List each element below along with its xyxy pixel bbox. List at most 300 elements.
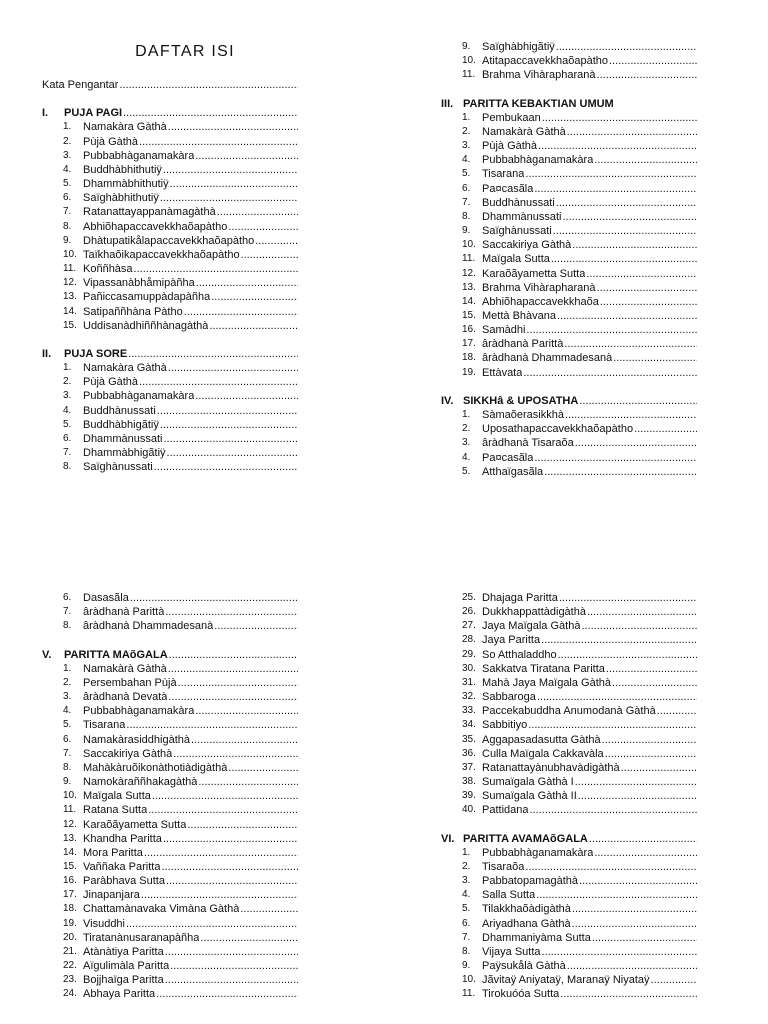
entry-number: 11.	[462, 69, 476, 81]
entry-number: 6.	[63, 192, 72, 204]
entry-number: 25.	[462, 592, 476, 603]
entry-number: 38.	[462, 776, 476, 788]
toc-entry	[42, 803, 298, 817]
section-heading	[441, 97, 697, 111]
dot-leader	[651, 973, 697, 987]
toc-entry	[441, 366, 697, 380]
entry-title: Pùjà Gàthà	[83, 376, 139, 389]
section-title: PARITTA AVAMAõGALA	[463, 832, 588, 845]
entry-title: Mahàkàruõikonàthotiàdigàthà	[83, 761, 228, 774]
entry-number: 12.	[63, 818, 77, 830]
toc-entry	[42, 761, 298, 775]
entry-title: Vaññaka Paritta	[83, 860, 161, 873]
dot-leader	[166, 874, 298, 888]
entry-title: Jaya Maïgala Gàthà	[482, 620, 581, 633]
toc-entry	[441, 252, 697, 266]
entry-number: 6.	[63, 733, 72, 745]
entry-title: Buddhàbhigãtiÿ	[83, 418, 159, 431]
entry-number: 17.	[63, 889, 77, 901]
entry-number: 5.	[63, 418, 72, 430]
entry-title: Maïgala Sutta	[482, 253, 550, 266]
entry-title: Atthaïgasãla	[482, 465, 544, 478]
entry-number: 28.	[462, 634, 476, 646]
dot-leader	[594, 846, 697, 860]
section-heading	[441, 832, 697, 846]
dot-leader	[579, 874, 697, 888]
entry-number: 27.	[462, 620, 476, 632]
entry-number: 11.	[462, 988, 476, 1000]
entry-number: 5.	[63, 719, 72, 731]
dot-leader	[161, 860, 298, 874]
toc-entry	[42, 591, 298, 605]
toc-entry	[441, 281, 697, 295]
entry-title: âràdhanà Tisaraõa	[482, 437, 574, 450]
dot-leader	[529, 803, 697, 817]
dot-leader	[168, 361, 298, 375]
entry-number: 2.	[63, 135, 72, 147]
toc-entry	[441, 917, 697, 931]
entry-title: Jaya Paritta	[482, 634, 541, 647]
dot-leader	[163, 163, 298, 177]
dot-leader	[544, 465, 697, 479]
entry-title: Pabbatopamagàthà	[482, 875, 579, 888]
entry-title: Sàmaõerasikkhà	[482, 409, 564, 422]
toc-entry	[42, 418, 298, 432]
entry-number: 24.	[63, 988, 77, 1000]
toc-entry	[42, 78, 298, 92]
entry-number: 13.	[63, 832, 77, 844]
entry-number: 33.	[462, 705, 476, 717]
toc-entry	[42, 205, 298, 219]
dot-leader	[575, 436, 697, 450]
toc-entry	[441, 451, 697, 465]
entry-number: 18.	[462, 352, 476, 364]
toc-entry	[42, 690, 298, 704]
dot-leader	[526, 323, 697, 337]
entry-number: 7.	[63, 747, 72, 759]
toc-entry	[441, 959, 697, 973]
entry-number: 4.	[462, 154, 471, 166]
entry-title: âràdhanà Dhammadesanà	[83, 620, 214, 633]
toc-entry	[441, 987, 697, 1001]
toc-entry	[441, 323, 697, 337]
entry-title: Chattamànavaka Vimàna Gàthà	[83, 903, 240, 916]
entry-title: Ratanattayànubhavàdigàthà	[482, 761, 620, 774]
toc-entry	[441, 874, 697, 888]
entry-title: Saïghànussati	[83, 461, 153, 474]
dot-leader	[200, 931, 298, 945]
dot-leader	[534, 451, 697, 465]
entry-title: Pa¤casãla	[482, 182, 534, 195]
entry-title: Vijaya Sutta	[482, 945, 541, 958]
entry-number: 21.	[63, 945, 77, 957]
toc-entry	[441, 182, 697, 196]
toc-entry	[42, 874, 298, 888]
toc-entry	[42, 832, 298, 846]
section-title: PARITTA MAõGALA	[64, 648, 168, 661]
entry-title: Bojjhaïga Paritta	[83, 974, 164, 987]
entry-title: Saccakiriya Gàthà	[482, 239, 572, 252]
dot-leader	[572, 902, 697, 916]
toc-entry	[441, 789, 697, 803]
dot-leader	[123, 106, 298, 120]
dot-leader	[228, 761, 298, 775]
entry-title: Pubbabhàganamakàra	[482, 846, 594, 859]
entry-title: Tisarana	[83, 719, 126, 732]
toc-entry	[441, 888, 697, 902]
dot-leader	[567, 125, 697, 139]
entry-number: 3.	[63, 691, 72, 703]
entry-number: 19.	[63, 917, 77, 929]
toc-entry	[441, 337, 697, 351]
entry-number: 13.	[462, 281, 476, 293]
entry-title: Sabbitiyo	[482, 719, 528, 732]
entry-title: Dukkhappattàdigàthà	[482, 606, 586, 619]
toc-entry	[441, 139, 697, 153]
entry-title: Samàdhi	[482, 324, 526, 337]
entry-title: Satipaññhàna Pàtho	[83, 305, 183, 318]
entry-title: Culla Maïgala Cakkavàla	[482, 747, 604, 760]
dot-leader	[165, 605, 298, 619]
toc-entry	[42, 931, 298, 945]
entry-number: 1.	[63, 362, 72, 374]
toc-entry	[42, 718, 298, 732]
section-heading	[42, 648, 298, 662]
entry-number: 14.	[462, 295, 476, 307]
entry-number: 39.	[462, 790, 476, 802]
dot-leader	[606, 662, 697, 676]
section-heading	[42, 106, 298, 120]
entry-number: 2.	[462, 125, 471, 137]
toc-entry	[441, 40, 697, 54]
entry-number: 22.	[63, 960, 77, 972]
toc-entry	[441, 690, 697, 704]
entry-number: 9.	[63, 776, 72, 788]
toc-entry	[42, 917, 298, 931]
entry-number: 7.	[63, 606, 72, 618]
toc-entry	[42, 818, 298, 832]
dot-leader	[592, 931, 697, 945]
entry-title: Abhaya Paritta	[83, 988, 156, 1001]
dot-leader	[187, 818, 298, 832]
entry-number: 7.	[462, 196, 471, 208]
entry-number: 36.	[462, 747, 476, 759]
entry-title: Pubbabhàganamakàra	[83, 705, 195, 718]
toc-entry	[42, 902, 298, 916]
toc-entry	[42, 432, 298, 446]
dot-leader	[240, 902, 298, 916]
entry-title: Sumaïgala Gàthà II	[482, 790, 577, 803]
entry-title: Brahma Vihàrapharanà	[482, 281, 596, 294]
toc-entry	[42, 959, 298, 973]
toc-entry	[441, 945, 697, 959]
toc-entry	[42, 262, 298, 276]
entry-number: 14.	[63, 846, 77, 858]
section-heading	[42, 347, 298, 361]
toc-entry	[42, 163, 298, 177]
entry-number: 8.	[63, 220, 72, 232]
dot-leader	[542, 945, 697, 959]
entry-title: âràdhanà Parittà	[482, 338, 564, 351]
dot-leader	[528, 718, 697, 732]
entry-title: Buddhàbhithutiÿ	[83, 163, 162, 176]
dot-leader	[139, 135, 298, 149]
entry-number: 7.	[63, 206, 72, 218]
dot-leader	[195, 149, 298, 163]
section-heading	[441, 394, 697, 408]
entry-title: Paràbhava Sutta	[83, 875, 165, 888]
dot-leader	[621, 761, 697, 775]
toc-entry	[441, 309, 697, 323]
dot-leader	[586, 267, 697, 281]
dot-leader	[214, 619, 298, 633]
toc-entry	[42, 220, 298, 234]
dot-leader	[126, 718, 298, 732]
entry-title: Jinapanjara	[83, 889, 140, 902]
entry-title: Abhiõhapaccavekkhaõapàtho	[83, 220, 228, 233]
entry-number: 10.	[462, 55, 476, 67]
dot-leader	[163, 832, 298, 846]
dot-leader	[556, 196, 697, 210]
toc-entry	[42, 704, 298, 718]
toc-entry	[441, 761, 697, 775]
toc-entry	[441, 295, 697, 309]
entry-title: Paÿsukålà Gàthà	[482, 960, 566, 973]
entry-title: Pubbabhàganamakàra	[83, 149, 195, 162]
entry-number: 15.	[462, 309, 476, 321]
entry-number: 19.	[462, 366, 476, 378]
toc-entry	[441, 465, 697, 479]
toc-entry	[441, 676, 697, 690]
toc-entry	[441, 111, 697, 125]
entry-title: Tiratanànusaranapàñha	[83, 931, 200, 944]
dot-leader	[572, 238, 697, 252]
entry-number: 5.	[462, 168, 471, 180]
entry-number: 8.	[462, 945, 471, 957]
toc-entry	[42, 404, 298, 418]
toc-entry	[42, 605, 298, 619]
dot-leader	[558, 648, 697, 662]
entry-title: Paccekabuddha Anumodanà Gàthà	[482, 705, 656, 718]
dot-leader	[562, 210, 697, 224]
entry-title: Atitapaccavekkhaõapàtho	[482, 55, 608, 68]
entry-title: Uddisanàdhiññhànagàthà	[83, 319, 209, 332]
entry-number: 14.	[63, 305, 77, 317]
entry-title: Ettàvata	[482, 366, 523, 379]
entry-title: Pùjà Gàthà	[83, 135, 139, 148]
toc-entry	[42, 361, 298, 375]
entry-number: 10.	[63, 790, 77, 802]
entry-number: 10.	[462, 974, 476, 986]
entry-number: 30.	[462, 662, 476, 674]
toc-entry	[42, 775, 298, 789]
toc-entry	[441, 718, 697, 732]
entry-title: Namakàra Gàthà	[83, 121, 167, 134]
dot-leader	[556, 40, 697, 54]
dot-leader	[195, 704, 298, 718]
entry-title: Dhammàbhithutiÿ	[83, 178, 169, 191]
toc-entry	[441, 775, 697, 789]
toc-entry	[441, 68, 697, 82]
entry-title: Dasasãla	[83, 592, 129, 604]
dot-leader	[579, 394, 697, 408]
dot-leader	[597, 68, 697, 82]
entry-title: âràdhanà Devatà	[83, 691, 168, 704]
dot-leader	[572, 917, 697, 931]
toc-entry	[42, 305, 298, 319]
entry-number: 17.	[462, 338, 476, 350]
dot-leader	[594, 153, 697, 167]
entry-number: 16.	[462, 324, 476, 336]
dot-leader	[551, 252, 697, 266]
entry-title: Mora Paritta	[83, 846, 143, 859]
toc-entry	[42, 276, 298, 290]
entry-number: 4.	[63, 404, 72, 416]
dot-leader	[209, 319, 298, 333]
entry-number: 6.	[462, 182, 471, 194]
entry-title: Dhàtupatikålapaccavekkhaõapàtho	[83, 234, 255, 247]
dot-leader	[525, 860, 697, 874]
dot-leader	[536, 888, 697, 902]
dot-leader	[565, 408, 697, 422]
entry-number: 1.	[462, 111, 471, 123]
entry-title: Mettà Bhàvana	[482, 309, 556, 322]
dot-leader	[126, 917, 298, 931]
toc-entry	[42, 290, 298, 304]
dot-leader	[541, 633, 697, 647]
dot-leader	[163, 432, 298, 446]
entry-number: 15.	[63, 860, 77, 872]
toc-entry	[42, 733, 298, 747]
dot-leader	[589, 832, 697, 846]
dot-leader	[168, 690, 298, 704]
entry-title: Karaõãyametta Sutta	[482, 267, 586, 280]
entry-title: Salla Sutta	[482, 889, 536, 902]
entry-title: Namakàrà Gàthà	[482, 125, 566, 138]
entry-number: 4.	[462, 451, 471, 463]
section-title: PARITTA KEBAKTIAN UMUM	[463, 97, 614, 110]
entry-number: 9.	[63, 234, 72, 246]
entry-number: 9.	[462, 225, 471, 237]
entry-title: Pubbabhàganamakàra	[83, 390, 195, 403]
dot-leader	[564, 337, 697, 351]
toc-entry	[441, 125, 697, 139]
toc-entry	[441, 436, 697, 450]
dot-leader	[165, 973, 298, 987]
toc-entry	[42, 375, 298, 389]
toc-entry	[441, 408, 697, 422]
toc-entry	[42, 676, 298, 690]
toc-entry	[441, 704, 697, 718]
toc-entry	[441, 902, 697, 916]
dot-leader	[217, 205, 298, 219]
dot-leader	[157, 404, 298, 418]
entry-title: Tisaraõa	[482, 860, 525, 873]
entry-title: Namakàrà Gàthà	[83, 662, 167, 675]
toc-entry	[441, 846, 697, 860]
section-numeral: IV.	[441, 394, 454, 407]
entry-number: 6.	[63, 432, 72, 444]
entry-title: Pùjà Gàthà	[482, 140, 538, 153]
toc-entry	[42, 446, 298, 460]
entry-number: 11.	[462, 253, 476, 265]
entry-number: 32.	[462, 691, 476, 703]
section-numeral: II.	[42, 347, 52, 360]
toc-column	[42, 591, 298, 1002]
toc-entry	[42, 135, 298, 149]
entry-number: 4.	[63, 163, 72, 175]
entry-number: 3.	[462, 140, 471, 152]
toc-entry	[42, 389, 298, 403]
entry-number: 40.	[462, 804, 476, 816]
entry-title: Pattidana	[482, 804, 529, 817]
dot-leader	[575, 775, 697, 789]
section-numeral: V.	[42, 648, 52, 661]
section-title: PUJA SORE	[64, 347, 128, 360]
toc-entry	[42, 860, 298, 874]
dot-leader	[130, 591, 298, 605]
entry-title: Persembahan Pùjà	[83, 676, 177, 689]
toc-entry	[42, 177, 298, 191]
entry-number: 1.	[462, 409, 471, 421]
section-title: PUJA PAGI	[64, 107, 123, 120]
toc-entry	[441, 238, 697, 252]
entry-title: Kata Pengantar	[42, 79, 119, 91]
dot-leader	[184, 305, 298, 319]
toc-column	[42, 78, 298, 474]
entry-title: Aïgulimàla Paritta	[83, 960, 170, 973]
toc-entry	[441, 54, 697, 68]
entry-number: 2.	[63, 676, 72, 688]
toc-entry	[441, 605, 697, 619]
dot-leader	[191, 733, 298, 747]
dot-leader	[173, 747, 298, 761]
toc-entry	[42, 460, 298, 474]
dot-leader	[634, 422, 697, 436]
dot-leader	[534, 182, 697, 196]
dot-leader	[597, 281, 697, 295]
toc-entry	[441, 803, 697, 817]
entry-number: 8.	[63, 461, 72, 473]
entry-number: 13.	[63, 291, 77, 303]
dot-leader	[228, 220, 298, 234]
entry-number: 10.	[462, 239, 476, 251]
toc-entry	[42, 987, 298, 1001]
entry-title: Ariyadhana Gàthà	[482, 917, 571, 930]
entry-number: 34.	[462, 719, 476, 731]
dot-leader	[156, 987, 298, 1001]
toc-entry	[42, 973, 298, 987]
entry-number: 5.	[462, 903, 471, 915]
toc-entry	[42, 888, 298, 902]
entry-title: Pa¤casãla	[482, 451, 534, 464]
toc-entry	[441, 662, 697, 676]
toc-entry	[441, 196, 697, 210]
entry-number: 5.	[63, 178, 72, 190]
entry-number: 23.	[63, 974, 77, 986]
entry-number: 31.	[462, 676, 476, 688]
section-numeral: VI.	[441, 832, 455, 845]
toc-entry	[42, 319, 298, 333]
entry-number: 8.	[462, 210, 471, 222]
dot-leader	[160, 418, 298, 432]
entry-number: 7.	[63, 447, 72, 459]
entry-number: 4.	[462, 889, 471, 901]
dot-leader	[198, 775, 298, 789]
dot-leader	[657, 704, 697, 718]
toc-entry	[441, 267, 697, 281]
entry-title: Aggapasadasutta Gàthà	[482, 733, 601, 746]
